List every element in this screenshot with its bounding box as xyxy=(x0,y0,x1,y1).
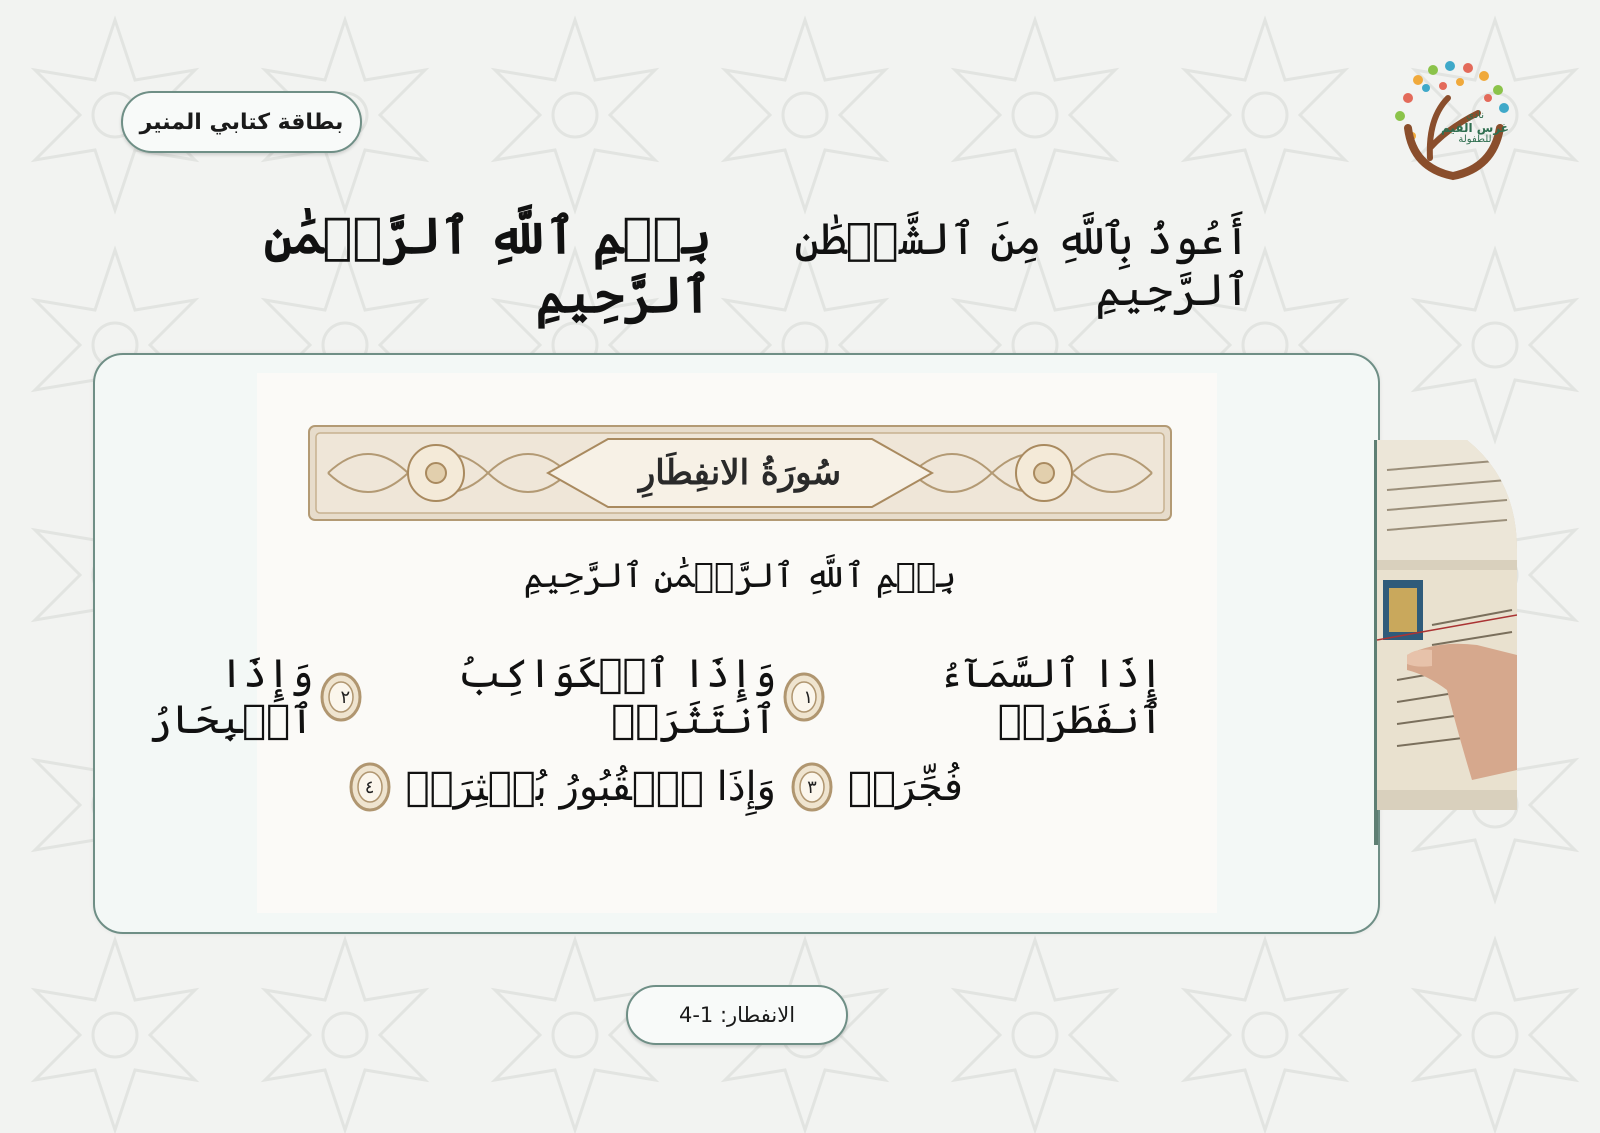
quran-card xyxy=(93,353,1380,934)
verse-line-1 xyxy=(95,651,1163,743)
verse-line-2 xyxy=(348,761,963,813)
header-basmala-text: بِسۡمِ ٱللَّهِ ٱلرَّحۡمَٰنِ ٱلرَّحِيمِ xyxy=(263,206,712,324)
isti-adha-text: أَعُوذُ بِٱللَّهِ مِنَ ٱلشَّيۡطَٰنِ ٱلرَّجِيمِ xyxy=(794,214,1250,316)
ayah-number-marker: ٤ xyxy=(348,761,392,813)
surah-basmala: بِسۡمِ ٱللَّهِ ٱلرَّحۡمَٰنِ ٱلرَّحِيمِ xyxy=(523,556,957,596)
card-title-badge: بطاقة كتابي المنير xyxy=(121,91,362,153)
logo-text-line2: غرس القيم xyxy=(1441,121,1509,135)
club-logo xyxy=(1388,58,1518,186)
verse-reference-badge: الانفطار: 1-4 xyxy=(626,985,848,1045)
verse-text: وَإِذَا ٱلۡقُبُورُ بُعۡثِرَتۡ xyxy=(405,764,776,810)
verse-text: فُجِّرَتۡ xyxy=(847,764,963,810)
logo-text-line1: نادي xyxy=(1465,110,1485,121)
verse-text: وَإِذَا ٱلۡبِحَارُ xyxy=(148,651,314,743)
surah-title: سُورَةُ الانفِطَارِ xyxy=(638,453,842,493)
verse-text: إِذَا ٱلسَّمَآءُ ٱنفَطَرَتۡ xyxy=(939,651,1163,743)
ayah-number-marker: ٣ xyxy=(790,761,834,813)
opening-recitation xyxy=(200,205,1250,325)
ayah-number-marker: ١ xyxy=(790,671,825,723)
rosette-right xyxy=(1016,445,1072,501)
logo-text-line3: للطفولة xyxy=(1458,134,1492,145)
ayah-number-marker: ٢ xyxy=(328,671,363,723)
rosette-left xyxy=(408,445,464,501)
verse-text: وَإِذَا ٱلۡكَوَاكِبُ ٱنتَثَرَتۡ xyxy=(457,651,777,743)
logo-text xyxy=(1440,110,1510,146)
quran-reading-photo xyxy=(1377,440,1517,810)
